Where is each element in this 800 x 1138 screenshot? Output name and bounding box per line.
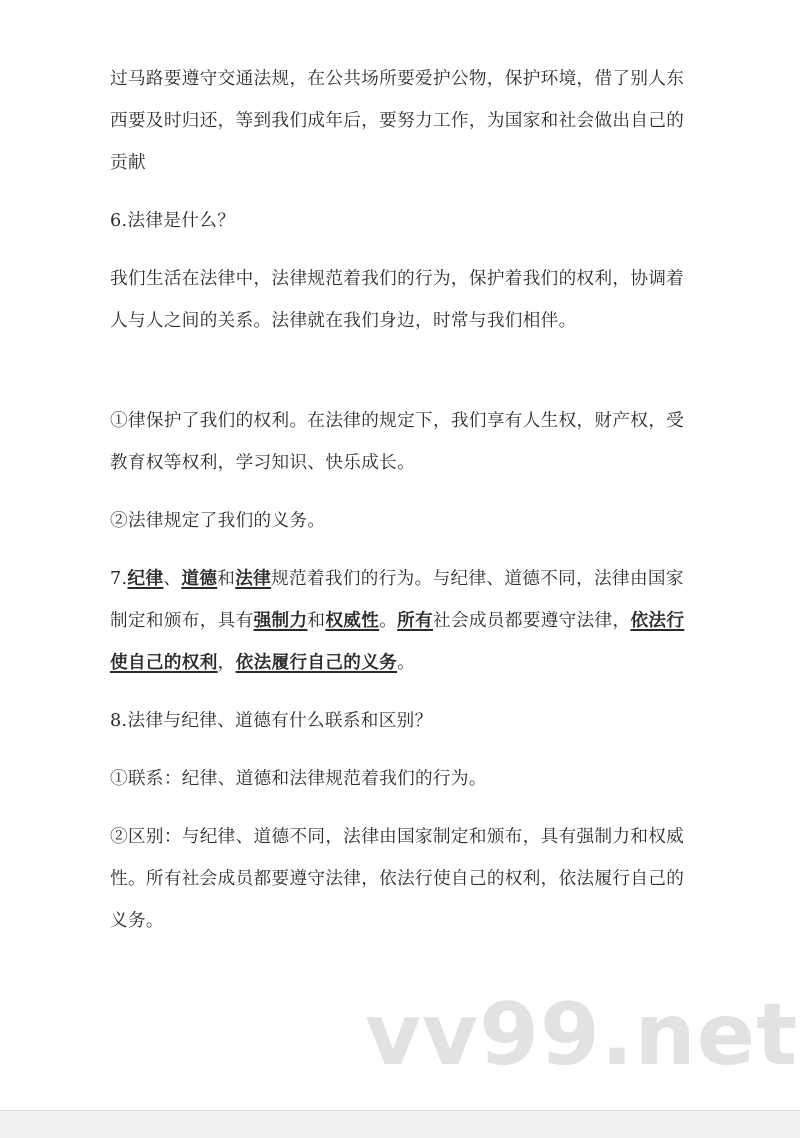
question-7-paragraph bbox=[110, 558, 685, 684]
q7-text-7: ， bbox=[217, 653, 236, 673]
page-bottom-gutter bbox=[0, 1110, 800, 1138]
paragraph-difference: ②区别：与纪律、道德不同，法律由国家制定和颁布，具有强制力和权威性。所有社会成员都要遵守法律，依法行使自己的权利，依法履行自己的义务。 bbox=[110, 827, 685, 931]
paragraph-connection: ①联系：纪律、道德和法律规范着我们的行为。 bbox=[110, 769, 487, 789]
q7-term-exercise-rights: 依法行使自己的权利 bbox=[110, 610, 685, 673]
watermark: vv99.net bbox=[365, 985, 799, 1085]
q7-text-2: 和 bbox=[217, 569, 236, 589]
q7-term-morality: 道德 bbox=[181, 568, 218, 589]
q7-term-fulfill-duties: 依法履行自己的义务 bbox=[235, 652, 398, 673]
paragraph-law-definition: 我们生活在法律中，法律规范着我们的行为，保护着我们的权利，协调着人与人之间的关系。法律就在我们身边，时常与我们相伴。 bbox=[110, 269, 685, 331]
q7-text-1: 、 bbox=[163, 569, 182, 589]
q7-term-coercive-force: 强制力 bbox=[253, 610, 308, 631]
q7-term-authority: 权威性 bbox=[325, 610, 380, 631]
q7-term-discipline: 纪律 bbox=[127, 568, 164, 589]
q7-term-law: 法律 bbox=[235, 568, 272, 589]
paragraph-law-protects-rights: ①律保护了我们的权利。在法律的规定下，我们享有人生权，财产权，受教育权等权利，学习知识、快乐成长。 bbox=[110, 411, 685, 473]
paragraph-public-conduct: 过马路要遵守交通法规，在公共场所要爱护公物，保护环境，借了别人东西要及时归还，等到我们成年后，要努力工作，为国家和社会做出自己的贡献 bbox=[110, 69, 685, 173]
question-8-heading: 8.法律与纪律、道德有什么联系和区别？ bbox=[110, 711, 433, 731]
q7-term-all: 所有 bbox=[397, 610, 434, 631]
q7-text-8: 。 bbox=[397, 653, 416, 673]
q7-text-4: 和 bbox=[307, 611, 326, 631]
q7-text-5: 。 bbox=[379, 611, 398, 631]
paragraph-law-duties: ②法律规定了我们的义务。 bbox=[110, 511, 326, 531]
q7-text-3: 规范着我们的行为。与纪律、道德不同，法律由国家制定和颁布，具有 bbox=[110, 569, 684, 631]
question-6-heading: 6.法律是什么？ bbox=[110, 211, 236, 231]
q7-text-6: 社会成员都要遵守法律， bbox=[433, 611, 631, 631]
q7-number: 7. bbox=[110, 569, 128, 589]
document-body bbox=[110, 58, 685, 942]
